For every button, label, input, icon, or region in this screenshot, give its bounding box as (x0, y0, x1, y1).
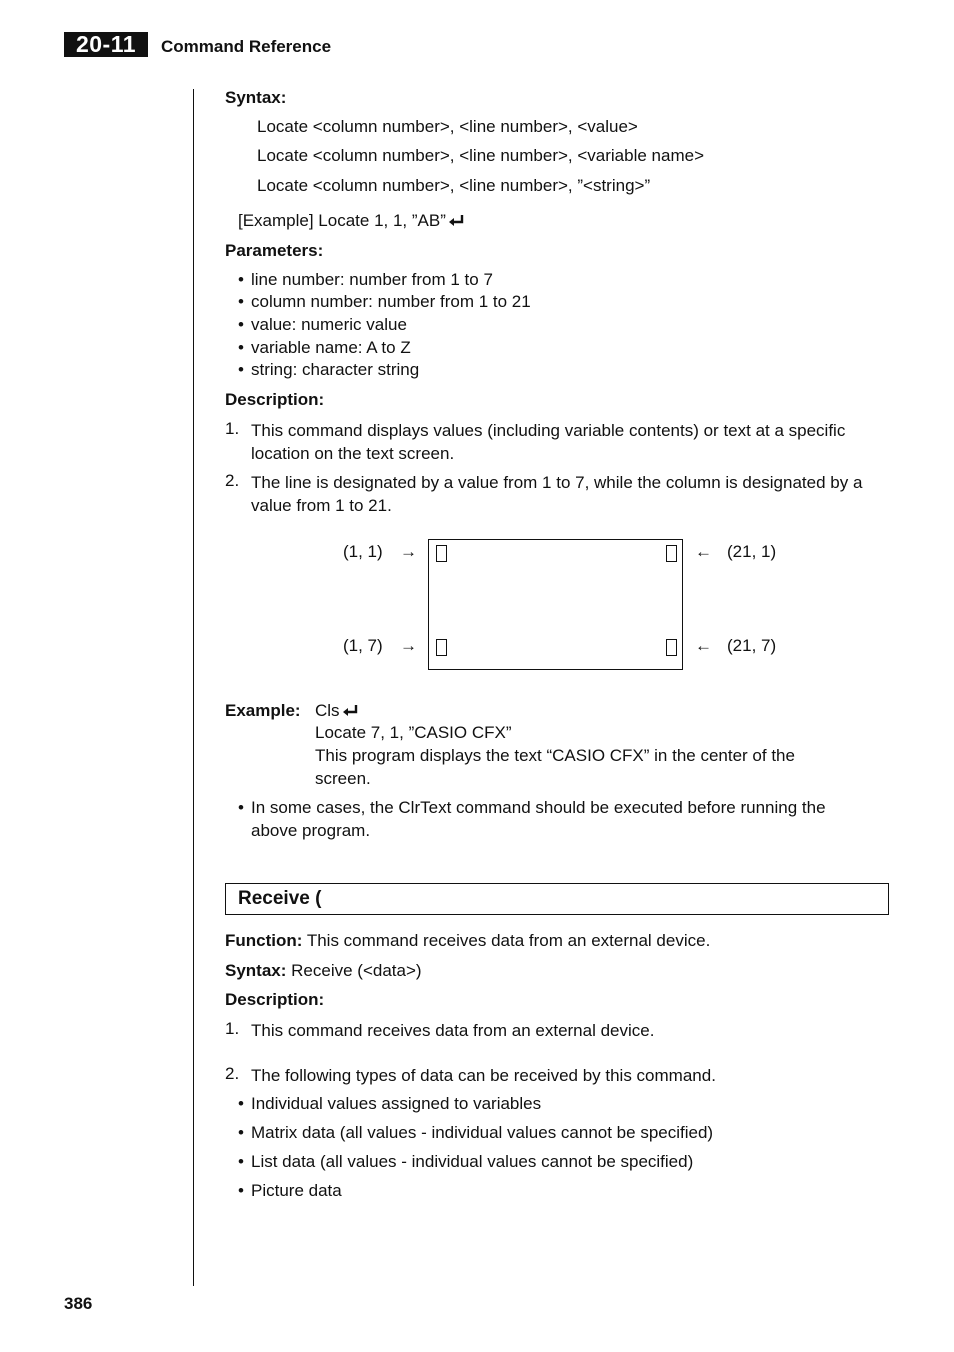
parameter-item: • line number: number from 1 to 7 (238, 270, 493, 289)
command-title: Receive ( (238, 888, 322, 909)
description-heading: Description: (225, 990, 325, 1009)
coord-top-left: (1, 1) (343, 542, 383, 561)
data-type-item: • Individual values assigned to variables (238, 1094, 542, 1113)
arrow-left-icon: ← (695, 636, 712, 655)
command-title-box (225, 883, 889, 915)
inline-example-text: [Example] Locate 1, 1, ”AB” (238, 211, 446, 230)
note-item: • In some cases, the ClrText command should be executed before running the (238, 798, 826, 817)
description-heading: Description: (225, 390, 325, 409)
screen-cell-bottom-left (436, 639, 447, 656)
function-line: Function: This command receives data from an external device. (225, 931, 711, 950)
screen-cell-bottom-right (666, 639, 677, 656)
page-header-title: Command Reference (161, 37, 332, 56)
enter-key-icon (342, 704, 359, 717)
margin-rule (193, 89, 194, 1286)
page-number: 386 (64, 1294, 93, 1313)
data-type-item: • List data (all values - individual values cannot be specified) (238, 1152, 694, 1171)
parameters-heading: Parameters: (225, 241, 324, 260)
enter-key-icon (448, 214, 465, 227)
data-type-item: • Matrix data (all values - individual values cannot be specified) (238, 1123, 714, 1142)
coord-bottom-left: (1, 7) (343, 636, 383, 655)
example-line: screen. (315, 769, 371, 788)
coord-top-right: (21, 1) (727, 542, 777, 561)
text-screen-diagram (428, 539, 683, 670)
screen-cell-top-right (666, 545, 677, 562)
arrow-left-icon: ← (695, 542, 712, 561)
example-line: This program displays the text “CASIO CFX” in the center of the (315, 746, 795, 765)
inline-example (238, 211, 465, 231)
note-item-continued: above program. (251, 821, 371, 840)
example-heading: Example: (225, 701, 301, 720)
syntax-line: Locate <column number>, <line number>, <variable name> (257, 146, 704, 165)
section-number-badge: 20-11 (64, 32, 148, 57)
parameter-item: • value: numeric value (238, 315, 407, 334)
screen-cell-top-left (436, 545, 447, 562)
syntax-line: Syntax: Receive (<data>) (225, 961, 422, 980)
example-line: Cls (315, 701, 359, 721)
data-type-item: • Picture data (238, 1181, 342, 1200)
arrow-right-icon: → (400, 636, 417, 655)
parameter-item: • column number: number from 1 to 21 (238, 292, 531, 311)
syntax-heading: Syntax: (225, 88, 287, 107)
parameter-item: • string: character string (238, 360, 420, 379)
arrow-right-icon: → (400, 542, 417, 561)
coord-bottom-right: (21, 7) (727, 636, 777, 655)
example-line: Locate 7, 1, ”CASIO CFX” (315, 723, 512, 742)
syntax-line: Locate <column number>, <line number>, ”<string>” (257, 176, 651, 195)
syntax-line: Locate <column number>, <line number>, <value> (257, 117, 638, 136)
parameter-item: • variable name: A to Z (238, 338, 411, 357)
